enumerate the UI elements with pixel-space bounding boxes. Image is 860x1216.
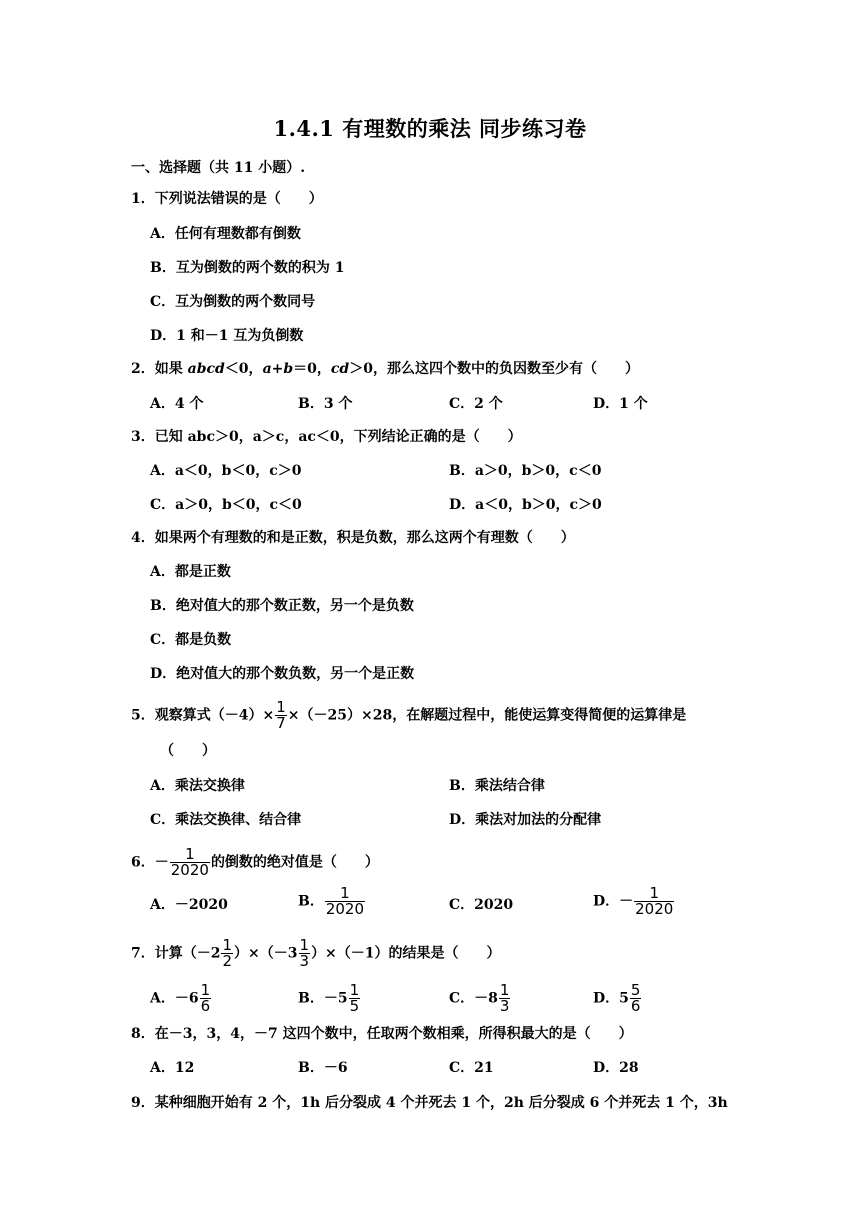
- question-5-stem: [131, 700, 686, 731]
- q4-option-d: D．绝对值大的那个数负数，另一个是正数: [150, 666, 415, 682]
- section-heading: 一、选择题（共 11 小题）.: [131, 160, 306, 176]
- q2-option-b: B．3 个: [298, 396, 353, 412]
- q5-option-c: C．乘法交换律、结合律: [150, 812, 302, 828]
- frac-denominator: 2: [222, 952, 233, 970]
- q8-option-a: A．12: [150, 1060, 195, 1076]
- q8-option-d: D．28: [593, 1060, 639, 1076]
- q6-number: 6．: [131, 854, 155, 871]
- q3-option-b: B．a＞0，b＞0，c＜0: [449, 463, 602, 479]
- q6-option-d-label: D．－: [593, 893, 634, 910]
- frac-denominator: 5: [349, 997, 360, 1015]
- q5-frac-denominator: 7: [276, 714, 286, 732]
- frac-numerator: 1: [299, 936, 310, 954]
- q7-option-c-fraction: [499, 983, 511, 1014]
- q6-stem-part: 的倒数的绝对值是（ ）: [210, 854, 379, 871]
- q5-option-d: D．乘法对加法的分配律: [449, 812, 602, 828]
- q1-option-b: B．互为倒数的两个数的积为 1: [150, 260, 345, 276]
- q2-stem-part: ＝0，: [293, 361, 331, 377]
- frac-numerator: 5: [630, 981, 641, 999]
- q7-option-d: [593, 983, 642, 1014]
- q3-option-a: A．a＜0，b＜0，c＞0: [150, 463, 302, 479]
- frac-denominator: 2020: [325, 900, 365, 918]
- question-4-stem: 4．如果两个有理数的和是正数，积是负数，那么这两个有理数（ ）: [131, 530, 575, 546]
- q6-option-c: C．2020: [449, 897, 514, 913]
- q7-fraction-2: [299, 938, 311, 969]
- q2-stem-part: ＜0，: [224, 361, 263, 377]
- q7-option-a-label: A．－6: [150, 990, 199, 1007]
- q7-option-b-label: B．－5: [298, 990, 348, 1007]
- q1-option-d: D．1 和－1 互为负倒数: [150, 328, 304, 344]
- q7-stem-part: ）×（－3: [234, 945, 298, 962]
- q7-option-c-label: C．－8: [449, 990, 498, 1007]
- q4-option-c: C．都是负数: [150, 632, 232, 648]
- page-title: 1.4.1 有理数的乘法 同步练习卷: [273, 116, 587, 141]
- q4-option-a: A．都是正数: [150, 564, 231, 580]
- question-9-stem: 9．某种细胞开始有 2 个，1h 后分裂成 4 个并死去 1 个，2h 后分裂成 6 个并死去 1 个，3h: [131, 1095, 728, 1111]
- q7-option-a-fraction: [200, 983, 212, 1014]
- q5-answer-bracket: （ ）: [160, 743, 216, 759]
- q7-option-b-fraction: [349, 983, 361, 1014]
- q2-option-d: D．1 个: [593, 396, 648, 412]
- q2-option-c: C．2 个: [449, 396, 503, 412]
- question-8-stem: 8．在－3，3，4，－7 这四个数中，任取两个数相乘，所得积最大的是（ ）: [131, 1026, 633, 1042]
- question-1-stem: 1．下列说法错误的是（ ）: [131, 191, 323, 207]
- frac-numerator: 1: [349, 981, 360, 999]
- frac-denominator: 3: [299, 952, 310, 970]
- q2-option-a: A．4 个: [150, 396, 204, 412]
- q7-fraction-1: [221, 938, 233, 969]
- frac-numerator: 1: [499, 981, 510, 999]
- frac-numerator: 1: [340, 884, 350, 902]
- question-2-stem: [131, 359, 639, 379]
- q7-option-d-label: D．5: [593, 990, 629, 1007]
- q4-option-b: B．绝对值大的那个数正数，另一个是负数: [150, 598, 414, 614]
- q5-option-a: A．乘法交换律: [150, 778, 245, 794]
- q8-option-b: B．－6: [298, 1060, 348, 1076]
- q2-var-ab: a+b: [262, 361, 294, 377]
- q5-fraction: [275, 700, 287, 731]
- q7-stem-part: 7．计算（－2: [131, 945, 221, 962]
- q6-option-d: [593, 886, 675, 917]
- q6-option-b-label: B．: [298, 893, 324, 910]
- question-7-stem: [131, 938, 501, 969]
- frac-denominator: 2020: [635, 900, 674, 918]
- q5-option-b: B．乘法结合律: [449, 778, 545, 794]
- q6-option-d-fraction: [634, 886, 674, 917]
- frac-denominator: 6: [630, 997, 641, 1015]
- q2-stem-part: 2．如果: [131, 361, 188, 377]
- q6-frac-denominator: 2020: [170, 861, 209, 879]
- q2-var-abcd: abcd: [187, 361, 225, 377]
- q6-frac-numerator: 1: [185, 845, 195, 863]
- q6-option-b: [298, 886, 366, 917]
- q6-fraction: [170, 847, 210, 878]
- q1-option-c: C．互为倒数的两个数同号: [150, 294, 316, 310]
- q3-option-d: D．a＜0，b＞0，c＞0: [449, 497, 602, 513]
- frac-denominator: 6: [200, 997, 211, 1015]
- q7-option-a: [150, 983, 212, 1014]
- q7-option-c: [449, 983, 511, 1014]
- q6-sign: －: [154, 854, 169, 871]
- q7-option-d-fraction: [630, 983, 642, 1014]
- q2-var-cd: cd: [330, 361, 350, 377]
- q1-option-a: A．任何有理数都有倒数: [150, 226, 301, 242]
- q5-stem-part: ×（－25）×28，在解题过程中，能使运算变得简便的运算律是: [287, 707, 687, 724]
- q2-stem-part: ＞0，那么这四个数中的负因数至少有（ ）: [349, 361, 639, 377]
- q7-option-b: [298, 983, 361, 1014]
- q6-option-a: A．－2020: [150, 897, 228, 913]
- frac-numerator: 1: [649, 884, 659, 902]
- q7-stem-part: ）×（－1）的结果是（ ）: [311, 945, 501, 962]
- q8-option-c: C．21: [449, 1060, 494, 1076]
- q5-stem-part: 5．观察算式（－4）×: [131, 707, 275, 724]
- frac-numerator: 1: [222, 936, 233, 954]
- question-3-stem: 3．已知 abc＞0，a＞c，ac＜0，下列结论正确的是（ ）: [131, 429, 522, 445]
- q6-option-b-fraction: [325, 886, 365, 917]
- frac-numerator: 1: [200, 981, 211, 999]
- q5-frac-numerator: 1: [276, 698, 286, 716]
- question-6-stem: [131, 847, 379, 878]
- q3-option-c: C．a＞0，b＜0，c＜0: [150, 497, 302, 513]
- frac-denominator: 3: [499, 997, 510, 1015]
